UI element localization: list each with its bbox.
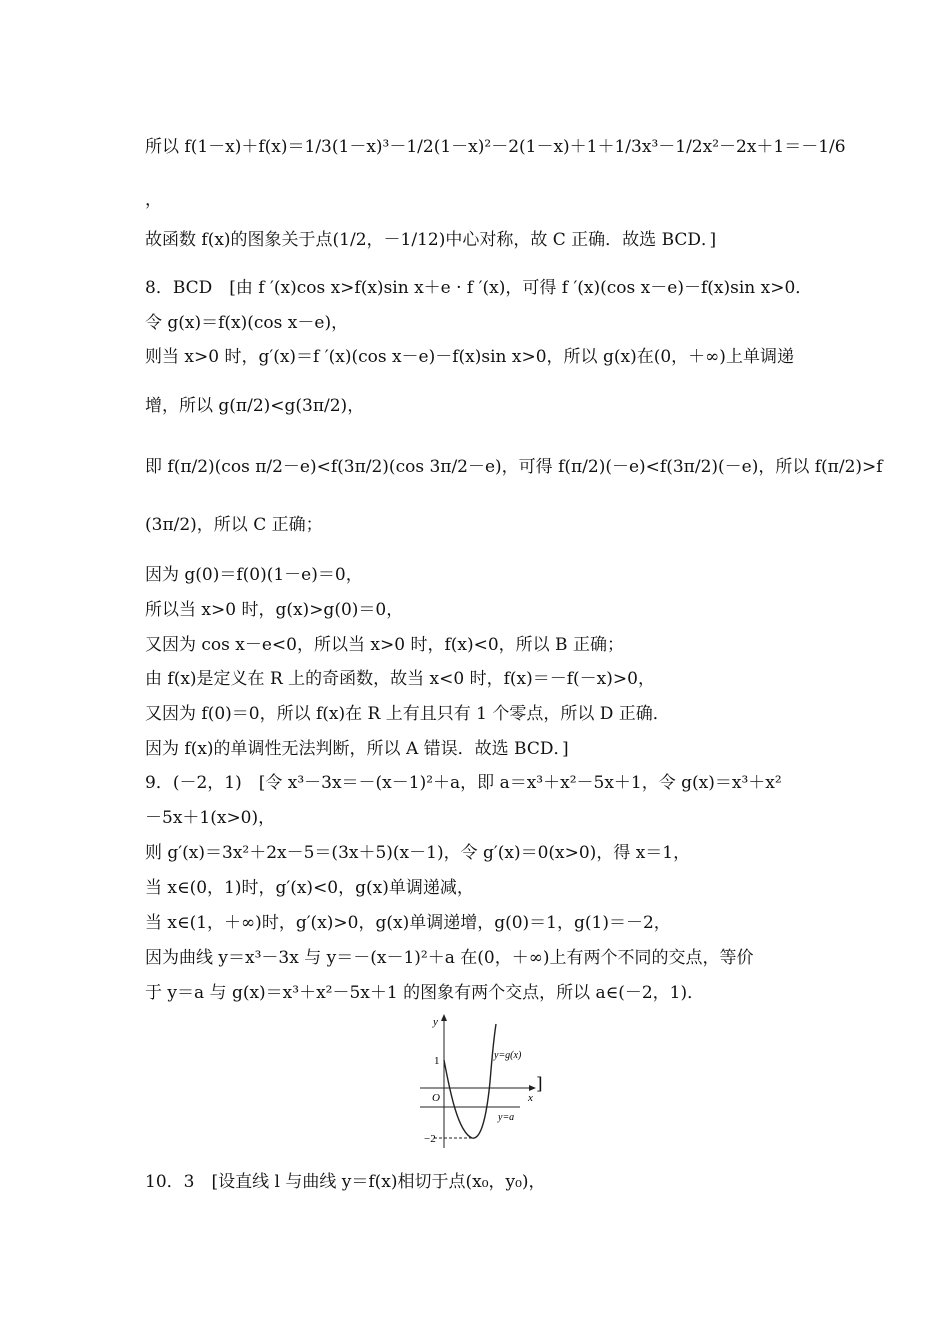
- text-line-2: ，: [145, 190, 162, 210]
- text-line-1: 所以 f(1－x)＋f(x)＝1/3(1－x)³－1/2(1－x)²－2(1－x)＋1＋1/3x³－1/2x²－2x＋1＝－1/6: [145, 137, 846, 157]
- text-line-9: (3π/2)，所以 C 正确；: [145, 515, 323, 535]
- text-line-7: 增，所以 g(π/2)<g(3π/2)，: [145, 396, 365, 416]
- text-line-11: 所以当 x>0 时，g(x)>g(0)＝0，: [145, 600, 404, 620]
- text-line-13: 由 f(x)是定义在 R 上的奇函数，故当 x<0 时，f(x)＝－f(－x)>0，: [145, 669, 655, 689]
- function-graph-figure: [420, 1012, 570, 1152]
- text-line-15: 因为 f(x)的单调性无法判断，所以 A 错误．故选 BCD．]: [145, 739, 569, 759]
- text-line-8: 即 f(π/2)(cos π/2－e)<f(3π/2)(cos 3π/2－e)，可得 f(π/2)(－e)<f(3π/2)(－e)，所以 f(π/2)>f: [145, 457, 883, 477]
- y-axis-arrow: [441, 1014, 447, 1021]
- text-line-22: 于 y＝a 与 g(x)＝x³＋x²－5x＋1 的图象有两个交点，所以 a∈(－2，1)．: [145, 983, 705, 1003]
- text-line-14: 又因为 f(0)＝0，所以 f(x)在 R 上有且只有 1 个零点，所以 D 正确．: [145, 704, 670, 724]
- origin-label: O: [432, 1092, 440, 1104]
- text-line-17: －5x＋1(x>0)，: [145, 808, 276, 828]
- tick-label-neg2: −2: [424, 1133, 436, 1145]
- figure-closing-bracket: ]: [536, 1074, 543, 1094]
- text-line-23: 10．3 [设直线 l 与曲线 y＝f(x)相切于点(x₀，y₀)，: [145, 1172, 546, 1192]
- text-line-16: 9．(－2，1) [令 x³－3x＝－(x－1)²＋a，即 a＝x³＋x²－5x＋1，令 g(x)＝x³＋x²: [145, 773, 782, 793]
- text-line-5: 令 g(x)＝f(x)(cos x－e)，: [145, 313, 349, 333]
- g-curve: [444, 1024, 496, 1138]
- text-line-3: 故函数 f(x)的图象关于点(1/2，－1/12)中心对称，故 C 正确．故选 BCD．]: [145, 230, 717, 250]
- curve-label: y=g(x): [494, 1050, 522, 1061]
- text-line-19: 当 x∈(0，1)时，g′(x)<0，g(x)单调递减，: [145, 878, 474, 898]
- y-axis-label: y: [433, 1016, 438, 1028]
- graph-svg: [420, 1012, 570, 1152]
- text-line-12: 又因为 cos x－e<0，所以当 x>0 时，f(x)<0，所以 B 正确；: [145, 635, 624, 655]
- tick-label-1: 1: [434, 1055, 440, 1067]
- line-label: y=a: [498, 1112, 515, 1123]
- text-line-21: 因为曲线 y＝x³－3x 与 y＝－(x－1)²＋a 在(0，＋∞)上有两个不同的交点，等价: [145, 948, 754, 968]
- text-line-6: 则当 x>0 时，g′(x)＝f ′(x)(cos x－e)－f(x)sin x>0，所以 g(x)在(0，＋∞)上单调递: [145, 347, 794, 367]
- x-axis-arrow: [529, 1085, 536, 1091]
- x-axis-label: x: [528, 1092, 533, 1104]
- text-line-20: 当 x∈(1，＋∞)时，g′(x)>0，g(x)单调递增，g(0)＝1，g(1)＝－2，: [145, 913, 671, 933]
- text-line-10: 因为 g(0)＝f(0)(1－e)＝0，: [145, 565, 363, 585]
- text-line-18: 则 g′(x)＝3x²＋2x－5＝(3x＋5)(x－1)，令 g′(x)＝0(x>0)，得 x＝1，: [145, 843, 691, 863]
- text-line-4: 8．BCD [由 f ′(x)cos x>f(x)sin x＋e · f ′(x)，可得 f ′(x)(cos x－e)－f(x)sin x>0．: [145, 278, 813, 298]
